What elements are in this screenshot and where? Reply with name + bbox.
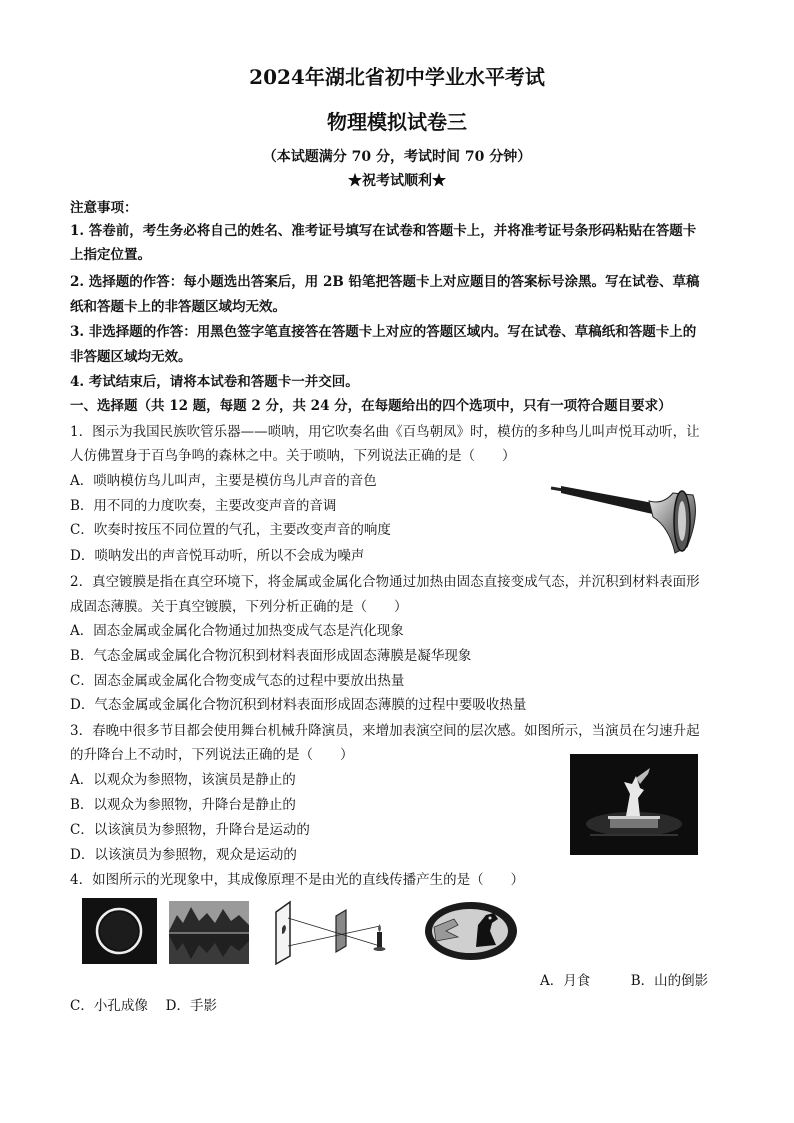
q4-options-ab: A．月食 B．山的倒影 xyxy=(540,973,709,989)
suona-figure xyxy=(545,475,700,560)
section-heading: 一、选择题（共 12 题，每题 2 分，共 24 分，在每题给出的四个选项中，只有一项符合题目要求） xyxy=(70,398,672,414)
good-luck-line: ★祝考试顺利★ xyxy=(348,173,446,189)
option-d: D．唢呐发出的声音悦耳动听，所以不会成为噪声 xyxy=(70,548,365,564)
note-line: 2. 选择题的作答：每小题选出答案后，用 2B 铅笔把答题卡上对应题目的答案标号涂黑。写在试卷、草稿 xyxy=(70,274,700,290)
option-a: A．以观众为参照物，该演员是静止的 xyxy=(70,772,296,788)
question-stem: 2．真空镀膜是指在真空环境下，将金属或金属化合物通过加热由固态直接变成气态，并沉积到材料表面形 xyxy=(70,574,700,590)
notes-heading: 注意事项： xyxy=(70,200,138,216)
option-b: B．以观众为参照物，升降台是静止的 xyxy=(70,797,296,813)
exam-title: 2024年湖北省初中学业水平考试 xyxy=(249,65,545,89)
option-c: C．以该演员为参照物，升降台是运动的 xyxy=(70,822,310,838)
option-c: C．固态金属或金属化合物变成气态的过程中要放出热量 xyxy=(70,673,405,689)
pinhole-camera-diagram xyxy=(268,898,393,966)
note-line: 上指定位置。 xyxy=(70,247,151,263)
lunar-eclipse-image xyxy=(82,898,157,964)
option-d: D．以该演员为参照物，观众是运动的 xyxy=(70,847,297,863)
q4-options-cd: C．小孔成像 D．手影 xyxy=(70,998,217,1014)
note-line: 3. 非选择题的作答：用黑色签字笔直接答在答题卡上对应的答题区域内。写在试卷、草稿纸和答题卡上的 xyxy=(70,324,697,340)
question-stem: 4．如图所示的光现象中，其成像原理不是由光的直线传播产生的是（ ） xyxy=(70,872,525,888)
paper-subtitle: 物理模拟试卷三 xyxy=(327,110,467,134)
question-stem: 1．图示为我国民族吹管乐器——唢呐，用它吹奏名曲《百鸟朝凤》时，模仿的多种鸟儿叫声悦耳动听，让 xyxy=(70,424,700,440)
question-stem: 3．春晚中很多节目都会使用舞台机械升降演员，来增加表演空间的层次感。如图所示，当演员在匀速升起 xyxy=(70,723,700,739)
question-stem: 的升降台上不动时，下列说法正确的是（ ） xyxy=(70,747,354,763)
option-b: B．气态金属或金属化合物沉积到材料表面形成固态薄膜是凝华现象 xyxy=(70,648,472,664)
hand-shadow-image xyxy=(424,901,518,961)
note-line: 4. 考试结束后，请将本试卷和答题卡一并交回。 xyxy=(70,374,359,390)
question-stem: 成固态薄膜。关于真空镀膜，下列分析正确的是（ ） xyxy=(70,599,408,615)
question-stem: 人仿佛置身于百鸟争鸣的森林之中。关于唢呐，下列说法正确的是（ ） xyxy=(70,448,516,464)
option-a: A．固态金属或金属化合物通过加热变成气态是汽化现象 xyxy=(70,623,404,639)
note-line: 1. 答卷前，考生务必将自己的姓名、准考证号填写在试卷和答题卡上，并将准考证号条形码粘贴在答题卡 xyxy=(70,223,697,239)
note-line: 纸和答题卡上的非答题区域均无效。 xyxy=(70,299,286,315)
option-b: B．用不同的力度吹奏，主要改变声音的音调 xyxy=(70,498,337,514)
mountain-reflection-image xyxy=(169,901,249,964)
option-d: D．气态金属或金属化合物沉积到材料表面形成固态薄膜的过程中要吸收热量 xyxy=(70,697,527,713)
note-line: 非答题区域均无效。 xyxy=(70,349,192,365)
stage-lift-photo xyxy=(570,754,698,855)
option-a: A．唢呐模仿鸟儿叫声，主要是模仿鸟儿声音的音色 xyxy=(70,473,377,489)
option-c: C．吹奏时按压不同位置的气孔，主要改变声音的响度 xyxy=(70,522,391,538)
exam-info: （本试题满分 70 分，考试时间 70 分钟） xyxy=(262,149,532,165)
